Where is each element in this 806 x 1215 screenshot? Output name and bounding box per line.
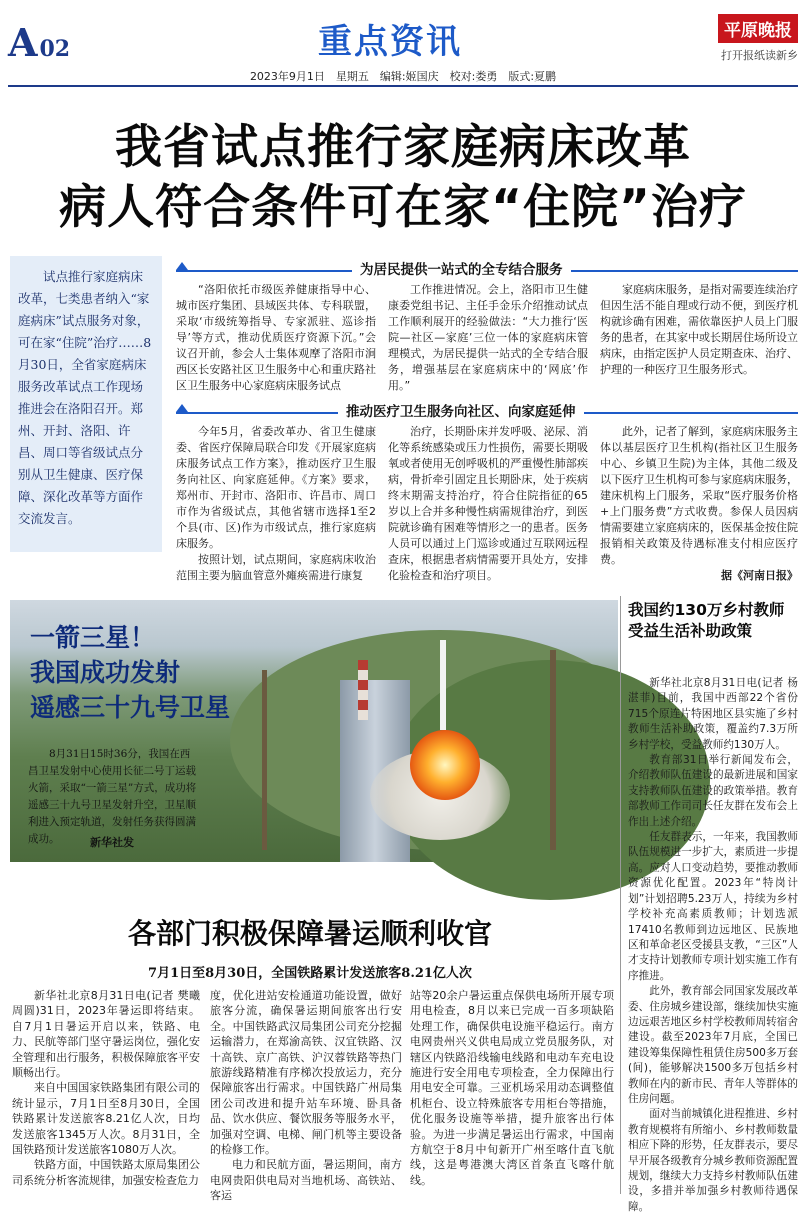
brand-logo: 平原晚报 [718, 14, 798, 43]
article1-col-1: “洛阳依托市级医养健康指导中心、城市医疗集团、县域医共体、专科联盟，采取‘市级统筹指导、专家派驻、巡诊指导’等方式，推动优质医疗资源下沉。”会议召开前，参会人士集体观摩了洛阳市涧西区长安路社区卫生服务中心和重庆路社区卫生服务中心家庭病床服务试点 [176, 283, 376, 392]
issue-meta: 2023年9月1日 星期五 编辑:姬国庆 校对:娄勇 版式:夏鹏 [249, 70, 557, 83]
article1-col-2: 工作推进情况。会上，洛阳市卫生健康委党组书记、主任手金乐介绍推动试点工作顺利展开的经验做法：“大力推行‘医院—社区—家庭’三位一体的家庭病床管理模式，为居民提供一站式的全专结合服务，增强基层在家庭病床中的‘网底’作用。” [388, 283, 588, 392]
subhead-marker-2 [176, 404, 188, 412]
article2-col-1: 今年5月，省委改革办、省卫生健康委、省医疗保障局联合印发《开展家庭病床服务试点工作方案》，推动医疗卫生服务向社区、向家庭延伸。《方案》要求，郑州市、开封市、洛阳市、许昌市、周口市作为省级试点，其他省辖市选择1至2个县(市、区)作为市级试点，推行家庭病床服务。 按照计划，试点期间，家庭病床收治范围主要为脑血管意外瘫痪需进行康复 [176, 425, 376, 582]
rail-subheadline: 7月1日至8月30日，全国铁路累计发送旅客8.21亿人次 [148, 966, 472, 981]
rail-col-2: 度，优化进站安检通道功能设置，做好旅客分流，确保暑运期间旅客出行安全。中国铁路武汉局集团公司充分挖掘运输潜力，在郑渝高铁、汉宜铁路、汉十高铁、京广高铁、沪汉蓉铁路等热门旅游线路精准有序梯次投放运力，充分保障旅客出行需求。中国铁路广州局集团公司改进和提升站车环境、卧具备品、饮水供应、餐饮服务等服务水平，加强对空调、电梯、闸门机等主要设备的检修工作。 电力和民航方面，暑运期间，南方电网贵阳供电局对当地机场、高铁站、客运 [210, 989, 402, 1203]
photo-headline: 一箭三星！ 我国成功发射 遥感三十九号卫星 [30, 623, 231, 722]
rocket-launch-photo [10, 600, 618, 862]
column-divider [620, 596, 621, 1194]
article1-col-3: 家庭病床服务，是指对需要连续治疗但因生活不能自理或行动不便，到医疗机构就诊确有困难，需依靠医护人员上门服务的患者，在其家中或长期居住场所设立病床，由指定医护人员定期查床、治疗、护理的一种医疗卫生服务形式。 [600, 283, 798, 376]
rocket-body [440, 640, 446, 730]
subhead-2: 推动医疗卫生服务向社区、向家庭延伸 [338, 400, 584, 420]
masthead-divider [8, 85, 798, 87]
photo-credit: 新华社发 [90, 836, 134, 849]
masthead [0, 0, 806, 88]
page-number [8, 20, 70, 65]
teachers-article: 新华社北京8月31日电(记者 杨湛菲)目前，我国中西部22个省份715个原连片特困地区县实施了乡村教师生活补助政策，覆盖约7.3万所乡村学校，受益教师约130万人。 教育部31日举行新闻发布会，介绍教师队伍建设的最新进展和国家支持教师队伍建设的政策举措。教育部教师工作司司长任友群在发布会上作出上述介绍。 任友群表示，一年来，我国教师队伍规模进一步扩大，素质进一步提高。应对人口变动趋势，要推动教师资源优化配置。2023年“特岗计划”计划招聘5.23万人，持续为乡村学校补充高素质教师；计划选派17410名教师到边远地区、民族地区和革命老区受援县支教，“三区”人才支持计划教师专项计划实施工作有序推进。 此外，教育部会同国家发展改革委、住房城乡建设部，继续加快实施边远艰苦地区乡村学校教师周转宿舍建设。截至2023年7月底，全国已建设筹集保障性租赁住房500多万套(间)，能够解决1500多万包括乡村教师在内的新市民、青年人等群体的住房问题。 面对当前城镇化进程推进、乡村教育规模将有所缩小、乡村教师数量相应下降的形势，任友群表示，要尽早开展各级教育分城乡教师资源配置规划，继续大力支持乡村教师队伍建设，多措并举加强乡村教师待遇保障。 [628, 677, 798, 1213]
lead-summary: 试点推行家庭病床改革，七类患者纳入“家庭病床”试点服务对象，可在家“住院”治疗……8月30日，全省家庭病床服务改革试点工作现场推进会在洛阳召开。郑州、开封、洛阳、许昌、周口等省级试点分别从卫生健康、医疗保障、深化改革等方面作交流发言。 [10, 256, 162, 552]
teachers-headline: 我国约130万乡村教师受益生活补助政策 [628, 601, 785, 640]
photo-caption: 8月31日15时36分，我国在西昌卫星发射中心使用长征二号丁运载火箭，采取“一箭三星”方式，成功将遥感三十九号卫星发射升空，卫星顺利进入预定轨道，发射任务获得圆满成功。 [28, 748, 197, 845]
page-number-digits: 02 [39, 36, 71, 62]
rail-col-3: 站等20余户暑运重点保供电场所开展专项用电检查，8月以来已完成一百多项缺陷处理工作，确保供电设施平稳运行。南方电网贵州兴义供电局成立党员服务队，对辖区内铁路沿线输电线路和电动车充电设施进行安全用电专项检查，全力保障出行用电安全可靠。三亚机场采用动态调整值机柜台、设立特殊旅客专用柜台等措施，优化服务设施等举措，提升旅客出行体验。为进一步满足暑运出行需求，中国南方航空于8月中旬新开广州至喀什直飞航线，这是粤港澳大湾区首条直飞喀什航线。 [410, 989, 614, 1187]
headline-line-1: 我省试点推行家庭病床改革 [115, 120, 691, 175]
lightning-mast [262, 670, 267, 850]
page-letter: A [8, 20, 38, 65]
lightning-mast [550, 650, 556, 850]
launch-fire [410, 730, 480, 800]
article2-col-2: 治疗，长期卧床并发呼吸、泌尿、消化等系统感染或压力性损伤，需要长期吸氧或者使用无创呼吸机的严重慢性肺部疾病，骨折牵引固定且长期卧床，处于疾病终末期需支持治疗，符合住院指征的65岁以上合并多种慢性病需规律治疗，到医院就诊确有困难等情形之一的患者。医务人员可以通过上门巡诊或通过互联网远程查床，根据患者病情需要开具处方，安排化验检查和治疗项目。 [388, 425, 588, 582]
newspaper-brand [648, 14, 798, 63]
launch-tower-top [358, 660, 368, 720]
brand-slogan: 打开报纸读新乡 [721, 49, 798, 62]
subhead-1: 为居民提供一站式的全专结合服务 [352, 258, 571, 278]
rail-headline: 各部门积极保障暑运顺利收官 [127, 917, 492, 950]
headline-line-2: 病人符合条件可在家“住院”治疗 [59, 180, 747, 235]
section-title: 重点资讯 [318, 22, 462, 62]
article2-col-3: 此外，记者了解到，家庭病床服务主体以基层医疗卫生机构(指社区卫生服务中心、乡镇卫生院)为主体，其他二级及以下医疗卫生机构可参与家庭病床服务，建床机构上门服务，采取“医疗服务价格+上门服务费”方式收费。参保人员因病情需要建立家庭病床的，医保基金按住院报销相关政策及待遇标准支付相应医疗费。 据《河南日报》 [600, 425, 798, 582]
article2-credit: 据《河南日报》 [721, 569, 798, 582]
subhead-marker-1 [176, 262, 188, 270]
rail-col-1: 新华社北京8月31日电(记者 樊曦 周圆)31日，2023年暑运即将结束。自7月1日暑运开启以来，铁路、电力、民航等部门坚守暑运岗位，强化安全管理和出行服务，积极保障旅客平安顺畅出行。 来自中国国家铁路集团有限公司的统计显示，7月1日至8月30日，全国铁路累计发送旅客8.21亿人次，日均发送旅客1345万人次。8月31日，全国铁路预计发送旅客1080万人次。 铁路方面，中国铁路太原局集团公司系统分析客流规律，加强安检查危力 [12, 989, 200, 1187]
main-headline [0, 118, 806, 238]
